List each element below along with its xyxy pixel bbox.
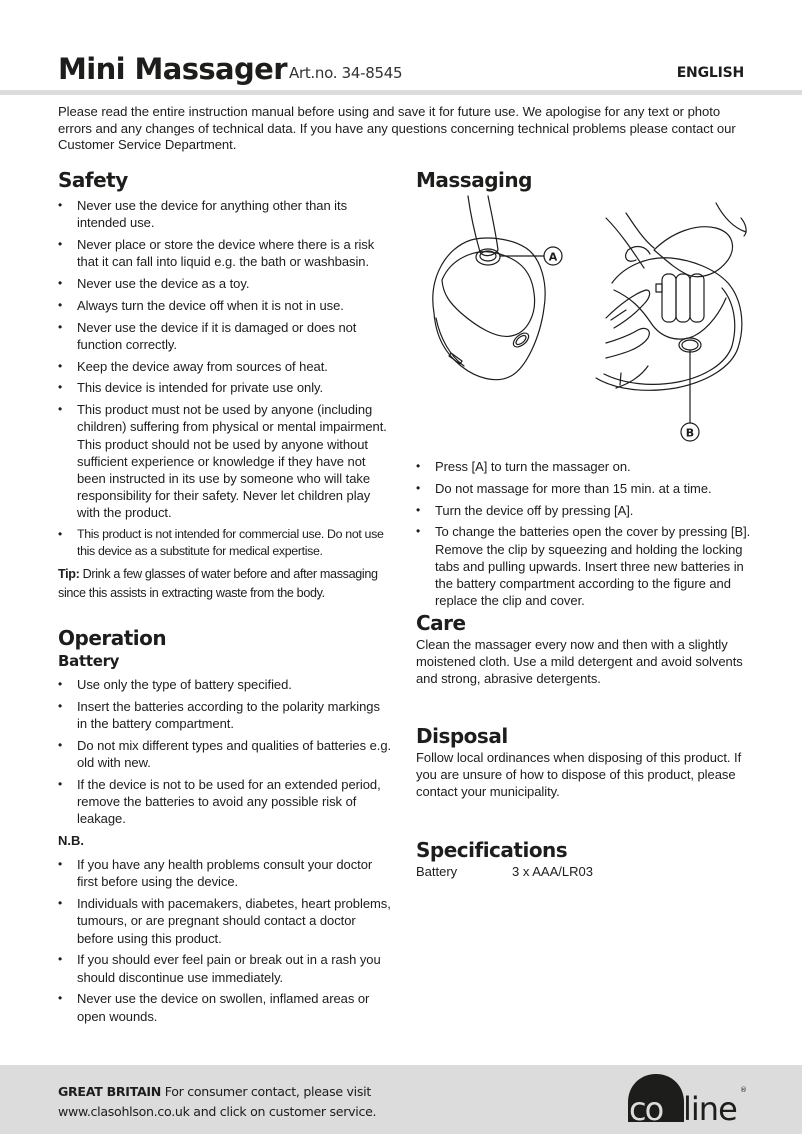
list-item: • To change the batteries open the cover by pressing [B]. Remove the clip by squeezing and holding the locking tabs and pulling upwards. Insert three new batteries in the battery compartment according to the figure and replace the clip and cover.	[416, 523, 751, 609]
footer-contact	[58, 1082, 376, 1121]
header-divider	[0, 90, 802, 95]
list-item: • If you should ever feel pain or break out in a rash you should discontinue use immediately.	[58, 951, 393, 985]
safety-list	[58, 197, 393, 561]
nb-heading: N.B.	[58, 833, 84, 849]
list-item: • Never use the device on swollen, inflamed areas or open wounds.	[58, 990, 393, 1024]
article-number: Art.no. 34-8545	[289, 64, 403, 82]
list-item: • Insert the batteries according to the polarity markings in the battery compartment.	[58, 698, 393, 732]
footer-country: GREAT BRITAIN	[58, 1084, 162, 1099]
disposal-heading: Disposal	[416, 724, 508, 748]
list-item: • Never use the device for anything other than its intended use.	[58, 197, 393, 231]
list-item: • Always turn the device off when it is not in use.	[58, 297, 393, 314]
massager-diagram-icon	[416, 198, 751, 440]
operation-section	[58, 625, 393, 1025]
list-item: • Use only the type of battery specified.	[58, 676, 393, 693]
callout-b-label: B	[685, 426, 695, 440]
list-item: • If you have any health problems consult your doctor first before using the device.	[58, 856, 393, 890]
list-item: • This device is intended for private use only.	[58, 379, 393, 396]
specifications-heading: Specifications	[416, 838, 568, 862]
page-header	[58, 50, 746, 90]
list-item: • If the device is not to be used for an extended period, remove the batteries to avoid any possible risk of leakage.	[58, 776, 393, 828]
massaging-list	[416, 458, 751, 609]
logo-line-text: line	[683, 1090, 737, 1128]
intro-paragraph: Please read the entire instruction manual before using and save it for future use. We apologise for any text or photo errors and any changes of technical data. If you have any questions concerning technical problems please contact our Customer Service Department.	[58, 104, 736, 153]
care-section	[416, 610, 751, 688]
list-item: • This product must not be used by anyone (including children) suffering from physical or mental impairment. This product should not be used by anyone without sufficient experience or knowledge if they have not been instructed in its use by someone who will take responsibility for their safety. Never let children play with the product.	[58, 401, 393, 521]
safety-section	[58, 167, 393, 603]
spec-key: Battery	[416, 864, 458, 879]
page-footer	[0, 1065, 802, 1134]
spec-value: 3 x AAA/LR03	[512, 864, 593, 879]
safety-heading: Safety	[58, 168, 128, 192]
document-title: Mini Massager	[58, 52, 287, 86]
footer-line1: For consumer contact, please visit	[161, 1084, 371, 1099]
list-item: • Never place or store the device where there is a risk that it can fall into liquid e.g. the bath or washbasin.	[58, 236, 393, 270]
list-item: • Turn the device off by pressing [A].	[416, 502, 751, 519]
list-item: • Do not massage for more than 15 min. at a time.	[416, 480, 751, 497]
tip-label: Tip:	[58, 567, 80, 582]
massaging-section	[416, 167, 751, 609]
tip-paragraph	[58, 565, 393, 603]
list-item: • Individuals with pacemakers, diabetes, heart problems, tumours, or are pregnant should contact a doctor before using this product.	[58, 895, 393, 947]
list-item: • Never use the device as a toy.	[58, 275, 393, 292]
battery-list	[58, 676, 393, 827]
callout-a-label: A	[548, 250, 558, 264]
care-text: Clean the massager every now and then with a slightly moistened cloth. Use a mild detergent and avoid solvents and strong, abrasive detergents.	[416, 637, 743, 687]
operation-heading: Operation	[58, 626, 167, 651]
list-item: • Do not mix different types and qualities of batteries e.g. old with new.	[58, 737, 393, 771]
disposal-section	[416, 723, 751, 801]
specifications-section	[416, 837, 751, 880]
right-column	[416, 167, 751, 879]
massager-illustration	[416, 198, 751, 440]
footer-line2: www.clasohlson.co.uk and click on customer service.	[58, 1103, 377, 1119]
care-heading: Care	[416, 611, 466, 635]
language-label: ENGLISH	[676, 65, 744, 81]
list-item: • Keep the device away from sources of heat.	[58, 358, 393, 375]
list-item: • Press [A] to turn the massager on.	[416, 458, 751, 475]
list-item: • This product is not intended for commercial use. Do not use this device as a substitute for medical expertise.	[58, 526, 393, 560]
logo-co-text: co	[629, 1090, 663, 1128]
nb-list	[58, 856, 393, 1025]
left-column	[58, 167, 393, 1029]
coline-logo-icon	[626, 1072, 748, 1128]
disposal-text: Follow local ordinances when disposing of this product. If you are unsure of how to dispose of this product, please contact your municipality.	[416, 750, 742, 800]
tip-text: Drink a few glasses of water before and after massaging since this assists in extracting waste from the body.	[58, 567, 378, 601]
logo-registered-mark: ®	[740, 1086, 747, 1094]
list-item: • Never use the device if it is damaged or does not function correctly.	[58, 319, 393, 353]
spec-row	[416, 863, 751, 880]
battery-subheading: Battery	[58, 652, 120, 671]
massaging-heading: Massaging	[416, 168, 532, 192]
